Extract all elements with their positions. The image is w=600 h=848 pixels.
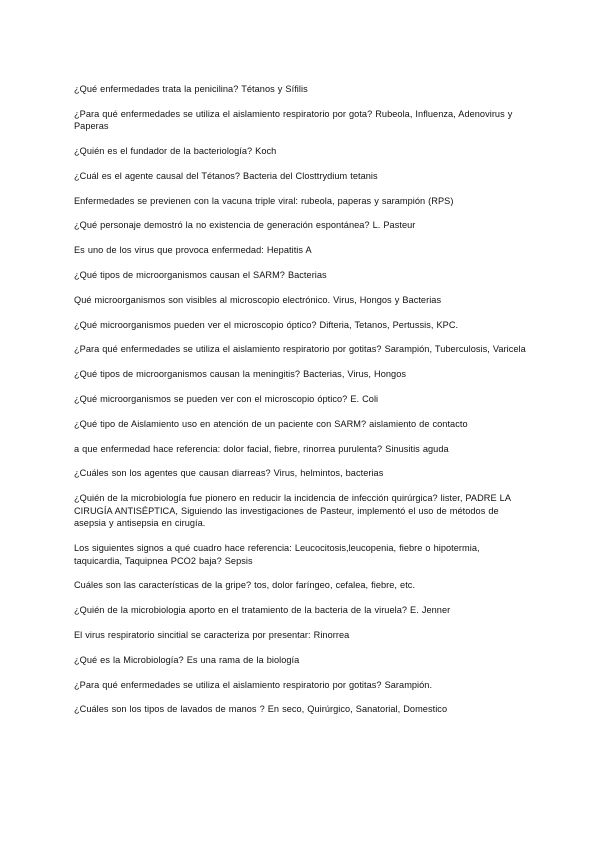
- qa-item-16: ¿Cuáles son los agentes que causan diarreas? Virus, helmintos, bacterias: [74, 468, 384, 479]
- qa-item-22: ¿Qué es la Microbiología? Es una rama de la biología: [74, 654, 300, 665]
- qa-item-11: ¿Para qué enfermedades se utiliza el aislamiento respiratorio por gotitas? Sarampión, Tuberculosis, Varicela: [74, 344, 526, 355]
- qa-item-24: ¿Cuáles son los tipos de lavados de manos ? En seco, Quirúrgico, Sanatorial, Domestico: [74, 704, 448, 715]
- qa-item-20: ¿Quién de la microbiologia aporto en el tratamiento de la bacteria de la viruela? E. Jenner: [74, 605, 451, 616]
- qa-item-10: ¿Qué microorganismos pueden ver el microscopio óptico? Difteria, Tetanos, Pertussis, KPC.: [74, 319, 459, 330]
- qa-item-21: El virus respiratorio sincitial se caracteriza por presentar: Rinorrea: [74, 629, 350, 640]
- qa-item-15: a que enfermedad hace referencia: dolor facial, fiebre, rinorrea purulenta? Sinusitis aguda: [74, 443, 449, 454]
- qa-item-4: ¿Cuál es el agente causal del Tétanos? Bacteria del Closttrydium tetanis: [74, 170, 378, 181]
- qa-item-18: Los siguientes signos a qué cuadro hace referencia: Leucocitosis,leucopenia, fiebre o hipotermia, taquicardia, Taquipnea PCO2 baja? Sepsis: [74, 543, 480, 566]
- qa-item-12: ¿Qué tipos de microorganismos causan la meningitis? Bacterias, Virus, Hongos: [74, 369, 407, 380]
- qa-item-8: ¿Qué tipos de microorganismos causan el SARM? Bacterias: [74, 270, 327, 281]
- qa-item-1: ¿Qué enfermedades trata la penicilina? Tétanos y Sífilis: [74, 84, 308, 94]
- qa-item-2: ¿Para qué enfermedades se utiliza el aislamiento respiratorio por gota? Rubeola, Influenza, Adenovirus y Paperas: [74, 108, 513, 132]
- qa-item-19: Cuáles son las características de la gripe? tos, dolor faríngeo, cefalea, fiebre, etc.: [74, 580, 416, 591]
- qa-item-9: Qué microorganismos son visibles al microscopio electrónico. Virus, Hongos y Bacterias: [74, 294, 442, 305]
- qa-item-17: ¿Quién de la microbiología fue pionero en reducir la incidencia de infección quirúrgica? lister, PADRE LA CIRUGÍA ANTISÉPTICA, Siguiendo las investigaciones de Pasteur, implementó el uso de métodos de asepsia y antisepsia en cirugía.: [74, 493, 511, 529]
- qa-item-6: ¿Qué personaje demostró la no existencia de generación espontánea? L. Pasteur: [74, 220, 416, 231]
- qa-item-23: ¿Para qué enfermedades se utiliza el aislamiento respiratorio por gotitas? Sarampión.: [74, 679, 433, 690]
- qa-item-13: ¿Qué microorganismos se pueden ver con el microscopio óptico? E. Coli: [74, 394, 379, 405]
- qa-item-14: ¿Qué tipo de Aislamiento uso en atención de un paciente con SARM? aislamiento de contacto: [74, 418, 468, 429]
- qa-item-5: Enfermedades se previenen con la vacuna triple viral: rubeola, paperas y sarampión (RPS): [74, 195, 454, 206]
- qa-item-7: Es uno de los virus que provoca enfermedad: Hepatitis A: [74, 245, 312, 256]
- qa-item-3: ¿Quién es el fundador de la bacteriología? Koch: [74, 146, 277, 157]
- qa-list: [74, 83, 526, 728]
